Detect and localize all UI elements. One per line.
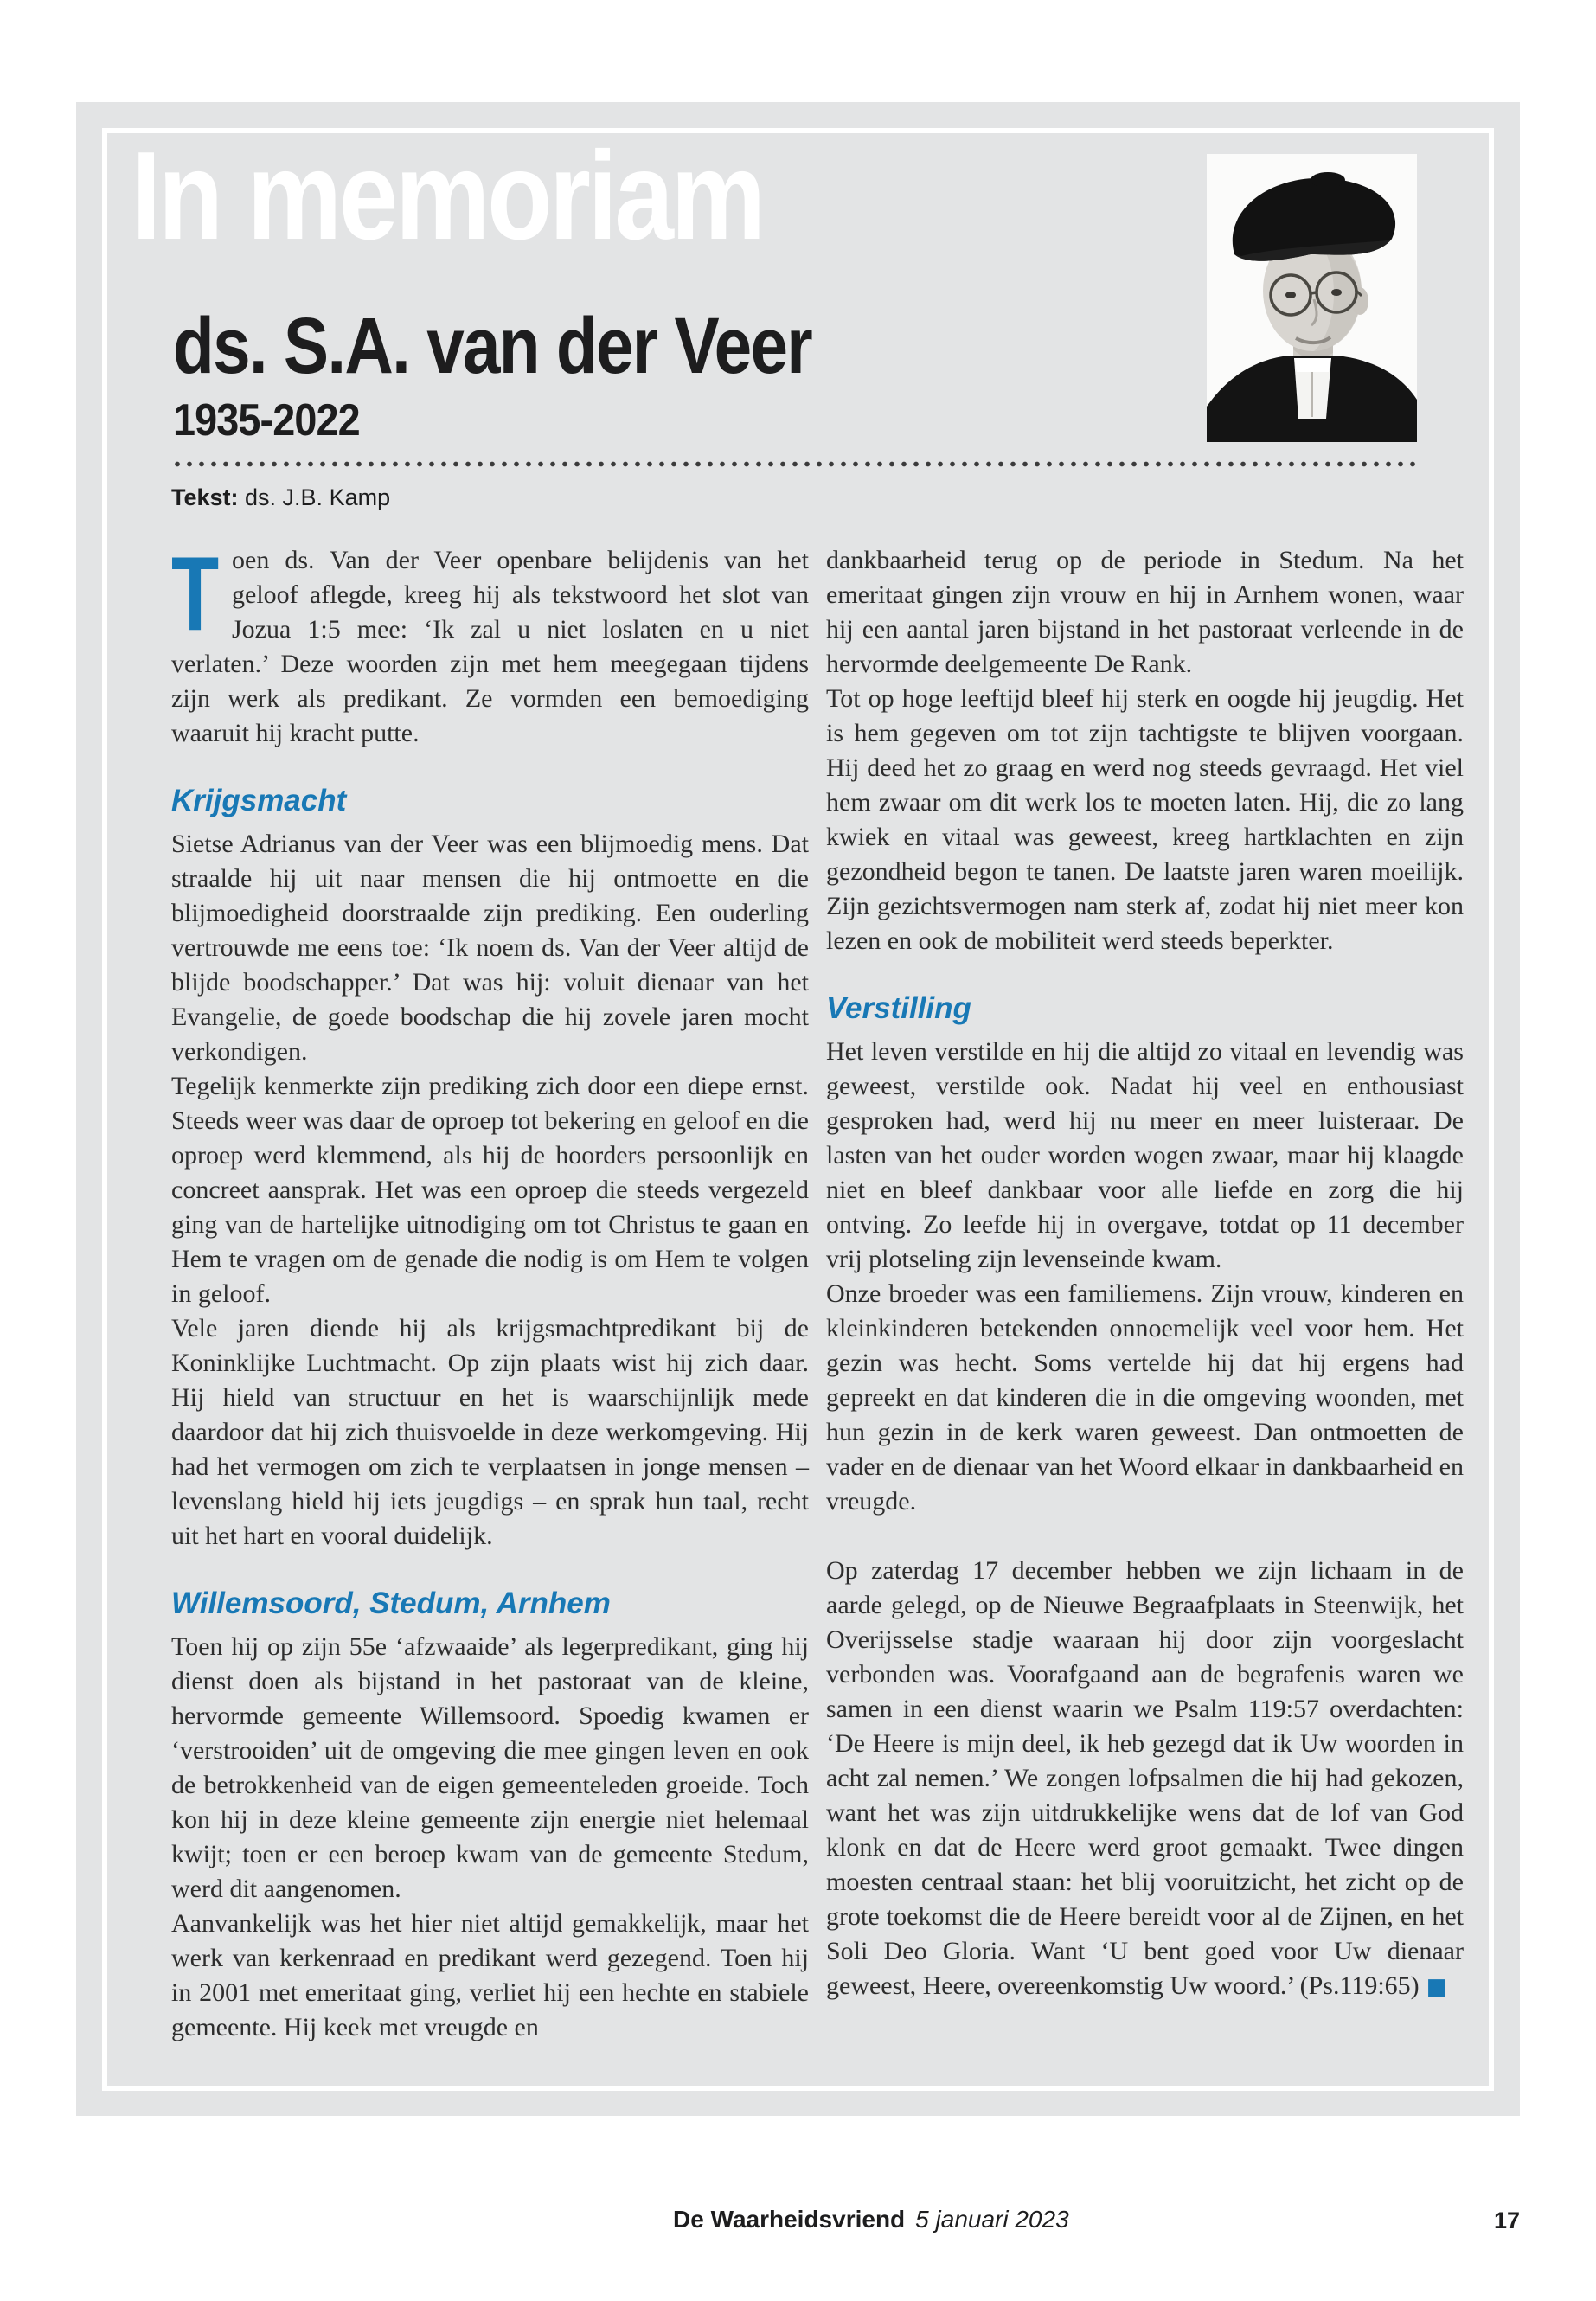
body-paragraph: dankbaarheid terug op de periode in Stedum. Na het emeritaat gingen zijn vrouw en hij in Arnhem wonen, waar hij een aantal jaren bijstand in het pastoraat verleende in de hervormde deelgemeente De Rank. (826, 546, 1464, 678)
body-paragraph: Vele jaren diende hij als krijgsmachtpredikant bij de Koninklijke Luchtmacht. Op zijn plaats wist hij zich daar. Hij hield van structuur en het is waarschijnlijk mede daardoor dat hij zich thuisvoelde in deze werkomgeving. Hij had het vermogen om zich te verplaatsen in jonge mensen – levenslang hield hij iets jeugdigs – en sprak hun taal, recht uit het hart en vooral duidelijk. (171, 1314, 809, 1550)
end-mark-square: ■ (1426, 1974, 1448, 2000)
dropcap-letter: T (171, 535, 220, 652)
intro-text: oen ds. Van der Veer openbare belijdenis van het geloof aflegde, kreeg hij als tekstwoord het slot van Jozua 1:5 mee: ‘Ik zal u niet loslaten en u niet verlaten.’ Deze woorden zijn met hem meegegaan tijdens zijn werk als predikant. Ze vormden een bemoediging waaruit hij kracht putte. (171, 546, 809, 747)
byline-author: ds. J.B. Kamp (238, 484, 391, 510)
page-number: 17 (1493, 2208, 1520, 2234)
right-column (826, 543, 1464, 2004)
byline-label: Tekst: (171, 484, 239, 510)
body-paragraph: Tot op hoge leeftijd bleef hij sterk en oogde hij jeugdig. Het is hem gegeven om tot zijn tachtigste te blijven voorgaan. Hij deed het zo graag en werd nog steeds gevraagd. Het viel hem zwaar om dit werk los te moeten laten. Hij, die zo lang kwiek en vitaal was geweest, kreeg hartklachten en zijn gezondheid begon te tanen. De laatste jaren waren moeilijk. Zijn gezichtsvermogen nam sterk af, zodat hij niet meer kon lezen en ook de mobiliteit werd steeds beperkter. (826, 684, 1464, 955)
closing-paragraph (826, 1554, 1464, 2004)
body-paragraph: Onze broeder was een familiemens. Zijn vrouw, kinderen en kleinkinderen betekenden onnoemelijk veel voor hem. Het gezin was hecht. Soms vertelde hij dat hij ergens had gepreekt en dat kinderen die in die omgeving woonden, met hun gezin in de kerk waren geweest. Dan ontmoetten de vader en de dienaar van het Woord elkaar in dankbaarheid en vreugde. (826, 1279, 1464, 1516)
closing-text: Op zaterdag 17 december hebben we zijn lichaam in de aarde gelegd, op de Nieuwe Begraafplaats in Steenwijk, het Overijsselse stadje waaraan hij door zijn voorgeslacht verbonden was. Voorafgaand aan de begrafenis waren we samen in een dienst waarin we Psalm 119:57 overdachten: ‘De Heere is mijn deel, ik heb gezegd dat ik Uw woorden in acht zal nemen.’ We zongen lofpsalmen die hij had gekozen, want het was zijn uitdrukkelijke wens dat de lof van God klonk en dat de Heere werd groot gemaakt. Twee dingen moesten centraal staan: het blij vooruitzicht, het zicht op de grote toekomst die de Heere bereidt voor al de Zijnen, en het Soli Deo Gloria. Want ‘U bent goed voor Uw dienaar geweest, Heere, overeenkomstig Uw woord.’ (Ps.119:65) (826, 1556, 1464, 2000)
body-paragraph: Het leven verstilde en hij die altijd zo vitaal en levendig was geweest, verstilde ook. Nadat hij veel en enthousiast gesproken had, werd hij nu meer en meer luisteraar. De lasten van het ouder worden wogen zwaar, maar hij klaagde niet en bleef dankbaar voor alle liefde en zorg die hij ontving. Zo leefde hij in overgave, totdat op 11 december vrij plotseling zijn levenseinde kwam. (826, 1037, 1464, 1273)
subheading-verstilling: Verstilling (826, 991, 971, 1025)
body-paragraph: Sietse Adrianus van der Veer was een blijmoedig mens. Dat straalde hij uit naar mensen die hij ontmoette en die blijmoedigheid doorstraalde zijn prediking. Een ouderling vertrouwde me eens toe: ‘Ik noem ds. Van der Veer altijd de blijde boodschapper.’ Dat was hij: voluit dienaar van het Evangelie, de goede boodschap die hij zovele jaren mocht verkondigen. (171, 830, 809, 1066)
article-panel (76, 102, 1520, 2116)
page-title: ds. S.A. van der Veer (173, 302, 811, 390)
magazine-name: De Waarheidsvriend (673, 2206, 906, 2233)
life-years: 1935-2022 (173, 395, 360, 445)
body-paragraph: Aanvankelijk was het hier niet altijd gemakkelijk, maar het werk van kerkenraad en predikant werd gezegend. Toen hij in 2001 met emeritaat ging, verliet hij een hechte en stabiele gemeente. Hij keek met vreugde en (171, 1909, 809, 2041)
dotted-divider (171, 460, 1415, 468)
left-column (171, 535, 809, 2045)
issue-date: 5 januari 2023 (915, 2206, 1069, 2233)
body-paragraph: Toen hij op zijn 55e ‘afzwaaide’ als legerpredikant, ging hij dienst doen als bijstand in het pastoraat van de kleine, hervormde gemeente Willemsoord. Spoedig kwamen er ‘verstrooiden’ uit de omgeving die mee gingen leven en ook de betrokkenheid van de eigen gemeenteleden groeide. Toch kon hij in deze kleine gemeente zijn energie niet helemaal kwijt; toen er een beroep kwam van de gemeente Stedum, werd dit aangenomen. (171, 1632, 809, 1903)
footer (673, 2206, 1069, 2234)
body-paragraph: Tegelijk kenmerkte zijn prediking zich door een diepe ernst. Steeds weer was daar de oproep tot bekering en geloof en die oproep werd klemmend, als hij de hoorders persoonlijk en concreet aansprak. Het was een oproep die steeds vergezeld ging van de hartelijke uitnodiging om tot Christus te gaan en Hem te vragen om de genade die nodig is om Hem te volgen in geloof. (171, 1072, 809, 1308)
byline (171, 484, 390, 511)
section-title: In memoriam (131, 125, 763, 266)
subheading-krijgsmacht: Krijgsmacht (171, 784, 347, 817)
portrait-photo (1207, 154, 1417, 442)
portrait-illustration (1207, 154, 1417, 442)
subheading-willemsoord-stedum-arnhem: Willemsoord, Stedum, Arnhem (171, 1586, 611, 1620)
intro-paragraph (171, 535, 809, 751)
